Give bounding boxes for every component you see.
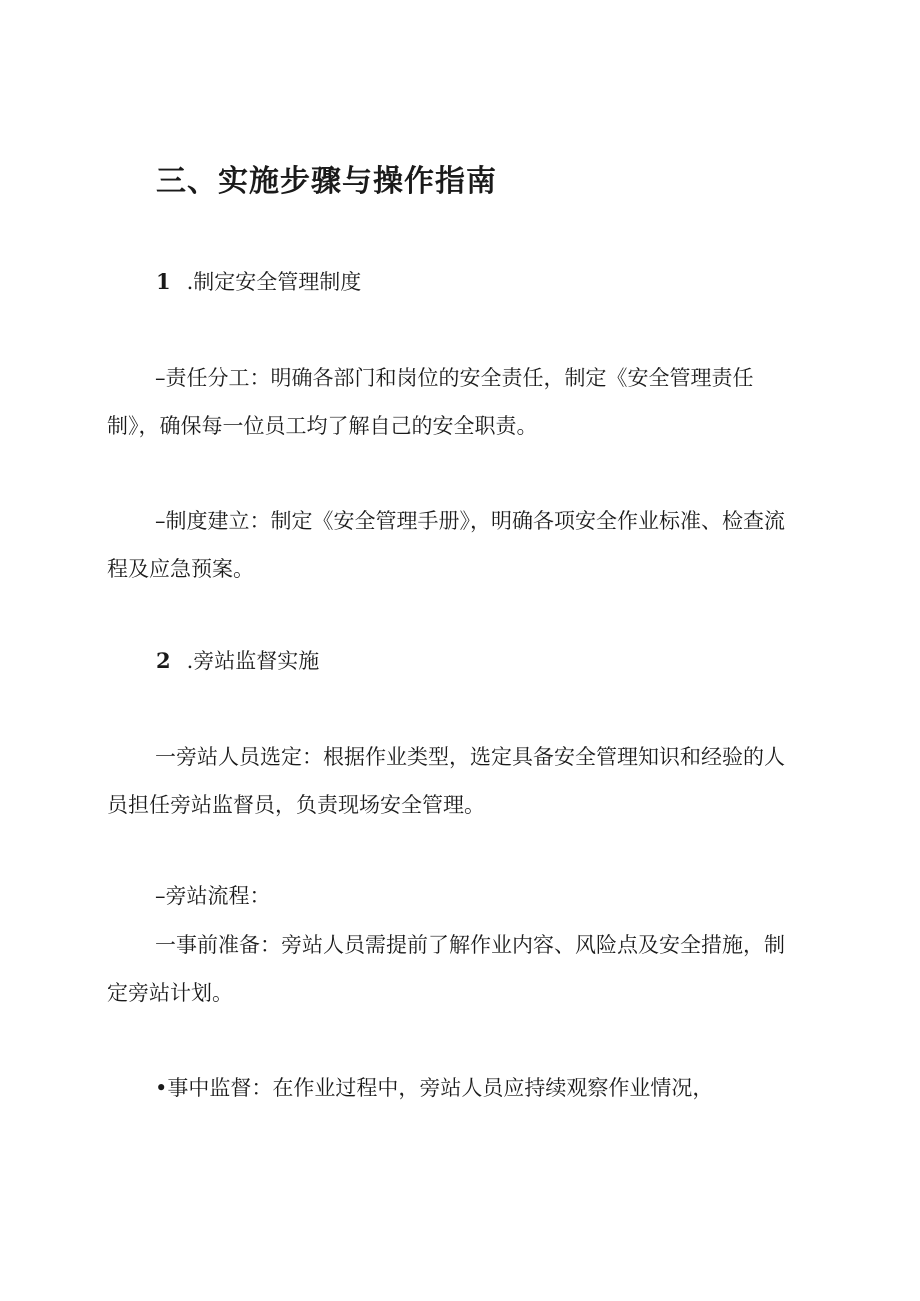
paragraph-line: –制度建立：制定《安全管理手册》，明确各项安全作业标准、检查流 — [155, 509, 785, 533]
item-2-number: 2 — [156, 648, 171, 673]
item-1-number: 1 — [156, 269, 171, 294]
paragraph-line: –责任分工：明确各部门和岗位的安全责任，制定《安全管理责任 — [155, 366, 754, 390]
paragraph-line: •事中监督：在作业过程中，旁站人员应持续观察作业情况， — [155, 1076, 714, 1100]
paragraph-line: 定旁站计划。 — [107, 981, 233, 1005]
paragraph-line: 制》，确保每一位员工均了解自己的安全职责。 — [107, 414, 538, 438]
paragraph-system-setup — [107, 497, 812, 593]
section-heading: 三、实施步骤与操作指南 — [156, 164, 497, 199]
item-2-heading — [156, 645, 319, 677]
paragraph-preparation — [107, 921, 812, 1017]
paragraph-line: 一旁站人员选定：根据作业类型，选定具备安全管理知识和经验的人 — [155, 745, 785, 769]
paragraph-line: –旁站流程： — [155, 884, 271, 908]
item-1-heading — [156, 266, 361, 298]
paragraph-supervision — [107, 1064, 812, 1112]
paragraph-personnel-selection — [107, 733, 812, 829]
paragraph-responsibility — [107, 354, 812, 450]
paragraph-line: 程及应急预案。 — [107, 557, 254, 581]
paragraph-process-label — [107, 872, 812, 920]
item-1-title: .制定安全管理制度 — [186, 270, 362, 294]
item-2-title: .旁站监督实施 — [186, 649, 320, 673]
paragraph-line: 一事前准备：旁站人员需提前了解作业内容、风险点及安全措施，制 — [155, 933, 785, 957]
paragraph-line: 员担任旁站监督员，负责现场安全管理。 — [107, 793, 485, 817]
